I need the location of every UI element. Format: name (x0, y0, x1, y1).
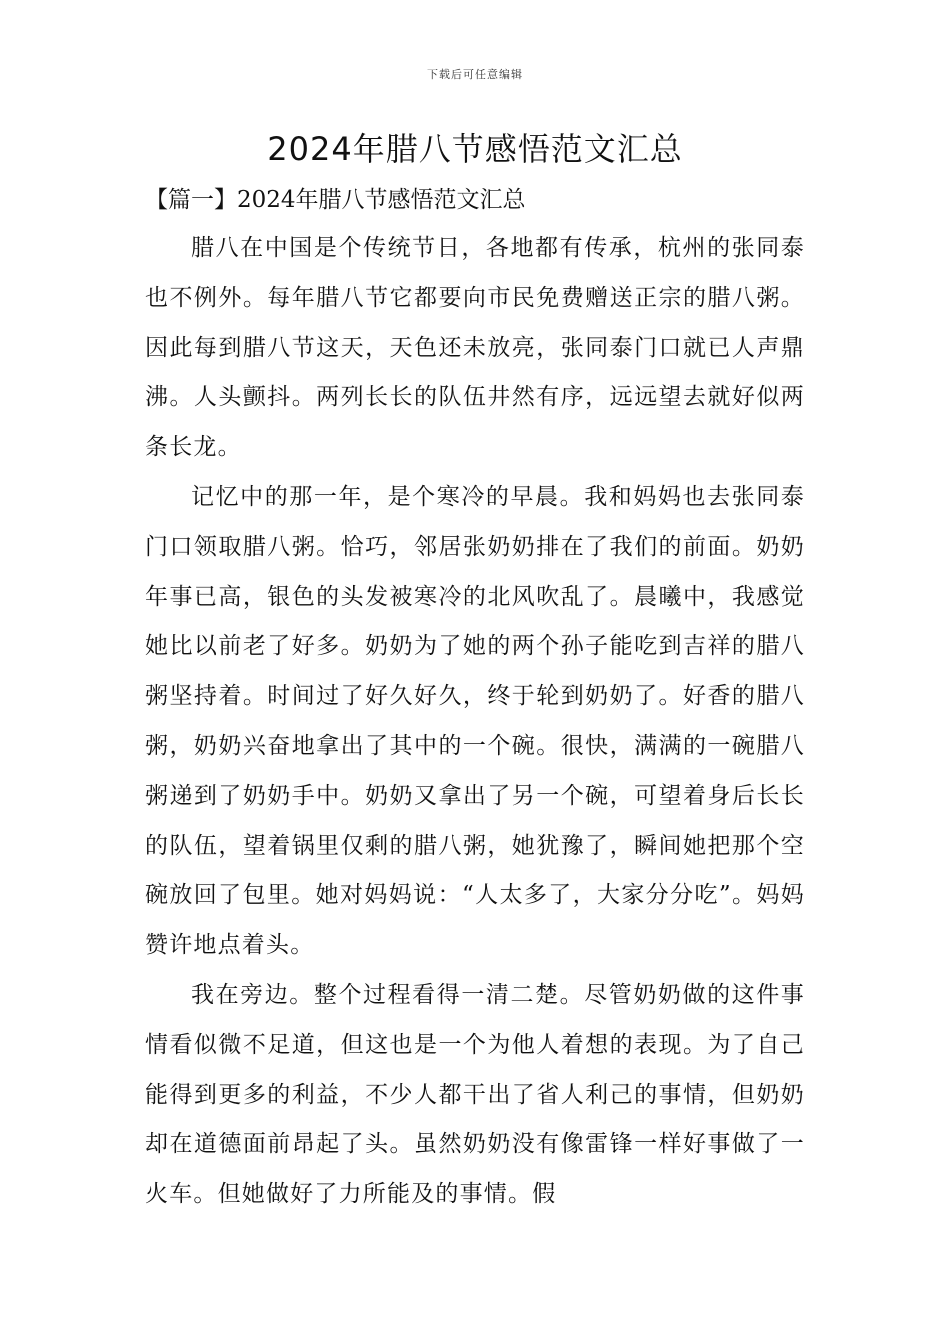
paragraph-2: 记忆中的那一年，是个寒冷的早晨。我和妈妈也去张同泰门口领取腊八粥。恰巧，邻居张奶奶排在了我们的前面。奶奶年事已高，银色的头发被寒冷的北风吹乱了。晨曦中，我感觉她比以前老了好多。奶奶为了她的两个孙子能吃到吉祥的腊八粥坚持着。时间过了好久好久，终于轮到奶奶了。好香的腊八粥，奶奶兴奋地拿出了其中的一个碗。很快，满满的一碗腊八粥递到了奶奶手中。奶奶又拿出了另一个碗，可望着身后长长的队伍，望着锅里仅剩的腊八粥，她犹豫了，瞬间她把那个空碗放回了包里。她对妈妈说：“人太多了，大家分分吃”。妈妈赞许地点着头。 (145, 483, 805, 959)
paragraph-1: 腊八在中国是个传统节日，各地都有传承，杭州的张同泰也不例外。每年腊八节它都要向市民免费赠送正宗的腊八粥。因此每到腊八节这天，天色还未放亮，张同泰门口就已人声鼎沸。人头颤抖。两列长长的队伍井然有序，远远望去就好似两条长龙。 (145, 235, 805, 461)
section-heading: 【篇一】2024年腊八节感悟范文汇总 (145, 187, 526, 213)
paragraph-3: 我在旁边。整个过程看得一清二楚。尽管奶奶做的这件事情看似微不足道，但这也是一个为他人着想的表现。为了自己能得到更多的利益，不少人都干出了省人利己的事情，但奶奶却在道德面前昂起了头。虽然奶奶没有像雷锋一样好事做了一火车。但她做好了力所能及的事情。假 (145, 981, 805, 1208)
document-title: 2024年腊八节感悟范文汇总 (267, 130, 683, 168)
header-note: 下载后可任意编辑 (427, 68, 523, 81)
body-text (145, 224, 805, 1220)
